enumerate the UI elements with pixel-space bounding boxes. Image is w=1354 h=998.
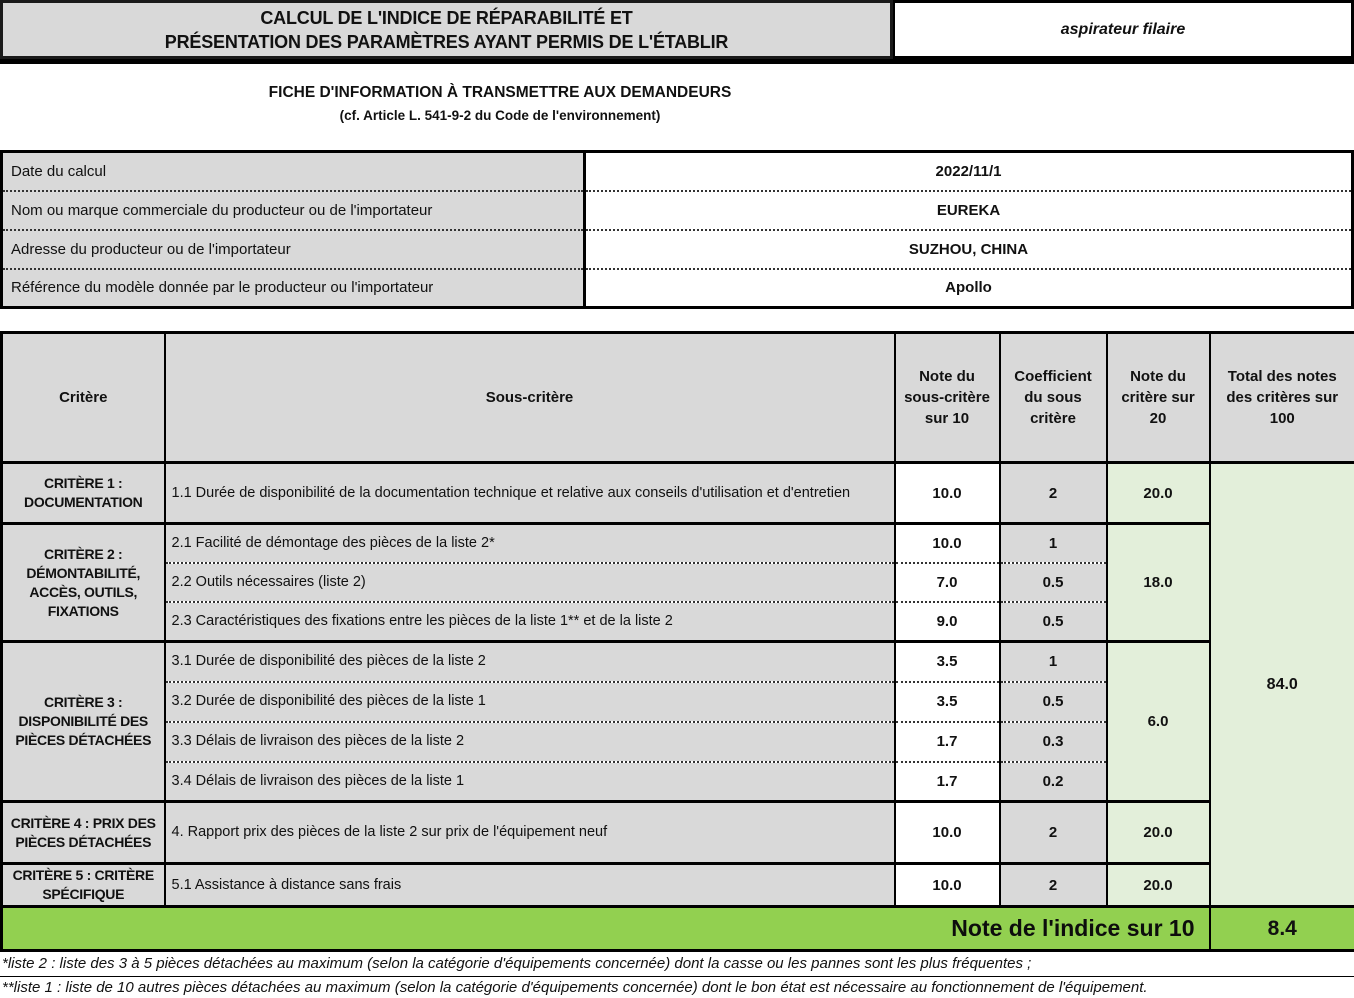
header-coefficient: Coefficient du sous critère xyxy=(1000,333,1107,463)
note-sub-1-1: 10.0 xyxy=(895,463,1000,524)
index-footer-value: 8.4 xyxy=(1210,907,1354,951)
note-sub-3-3: 1.7 xyxy=(895,722,1000,762)
table-row xyxy=(2,463,1354,524)
coef-sub-1-1: 2 xyxy=(1000,463,1107,524)
table-row xyxy=(2,802,1354,864)
title-line-2: PRÉSENTATION DES PARAMÈTRES AYANT PERMIS DE L'ÉTABLIR xyxy=(164,31,729,52)
table-row xyxy=(2,269,1353,308)
coef-sub-3-2: 0.5 xyxy=(1000,682,1107,722)
coef-sub-2-1: 1 xyxy=(1000,524,1107,563)
table-row xyxy=(2,152,1353,191)
coef-sub-2-3: 0.5 xyxy=(1000,602,1107,642)
note-sub-2-2: 7.0 xyxy=(895,563,1000,602)
table-row xyxy=(2,642,1354,682)
index-footer-row xyxy=(2,907,1354,951)
footnote-liste-2: *liste 2 : liste des 3 à 5 pièces détachées au maximum (selon la catégorie d'équipements concernée) dont la casse ou les pannes sont les plus fréquentes ; xyxy=(0,953,1354,977)
coef-sub-4: 2 xyxy=(1000,802,1107,864)
table-row xyxy=(2,864,1354,907)
criterion-4-name: CRITÈRE 4 : PRIX DES PIÈCES DÉTACHÉES xyxy=(2,802,165,864)
header-critere: Critère xyxy=(2,333,165,463)
subtitle-line-1: FICHE D'INFORMATION À TRANSMETTRE AUX DEMANDEURS xyxy=(268,84,732,101)
note-sub-3-1: 3.5 xyxy=(895,642,1000,682)
sub-criterion-3-3: 3.3 Délais de livraison des pièces de la liste 2 xyxy=(165,722,895,762)
table-row xyxy=(2,230,1353,269)
sub-criterion-4: 4. Rapport prix des pièces de la liste 2 sur prix de l'équipement neuf xyxy=(165,802,895,864)
note-sub-2-1: 10.0 xyxy=(895,524,1000,563)
note20-criterion-1: 20.0 xyxy=(1107,463,1210,524)
header-note-critere: Note du critère sur 20 xyxy=(1107,333,1210,463)
note20-criterion-4: 20.0 xyxy=(1107,802,1210,864)
note20-criterion-5: 20.0 xyxy=(1107,864,1210,907)
criterion-2-name: CRITÈRE 2 : DÉMONTABILITÉ, ACCÈS, OUTILS, FIXATIONS xyxy=(2,524,165,642)
criteria-table xyxy=(0,331,1354,952)
coef-sub-3-4: 0.2 xyxy=(1000,762,1107,802)
info-value-brand: EUREKA xyxy=(585,191,1353,230)
info-label-date: Date du calcul xyxy=(2,152,585,191)
criteria-table-header xyxy=(2,333,1354,463)
footnotes xyxy=(0,953,1354,998)
coef-sub-3-3: 0.3 xyxy=(1000,722,1107,762)
info-label-model: Référence du modèle donnée par le producteur ou l'importateur xyxy=(2,269,585,308)
sub-criterion-2-2: 2.2 Outils nécessaires (liste 2) xyxy=(165,563,895,602)
table-row xyxy=(2,524,1354,563)
header-sous-critere: Sous-critère xyxy=(165,333,895,463)
product-category-box xyxy=(893,0,1354,59)
sub-criterion-1-1: 1.1 Durée de disponibilité de la documentation technique et relative aux conseils d'utilisation et d'entretien xyxy=(165,463,895,524)
sub-criterion-3-4: 3.4 Délais de livraison des pièces de la liste 1 xyxy=(165,762,895,802)
producer-info-table xyxy=(0,150,1354,309)
coef-sub-5-1: 2 xyxy=(1000,864,1107,907)
info-label-address: Adresse du producteur ou de l'importateur xyxy=(2,230,585,269)
note-sub-5-1: 10.0 xyxy=(895,864,1000,907)
coef-sub-2-2: 0.5 xyxy=(1000,563,1107,602)
footnote-liste-1: **liste 1 : liste de 10 autres pièces détachées au maximum (selon la catégorie d'équipements concernée) dont le bon état est nécessaire au fonctionnement de l'équipement. xyxy=(0,977,1354,998)
document-subtitle xyxy=(0,84,1000,123)
title-line-1: CALCUL DE L'INDICE DE RÉPARABILITÉ ET xyxy=(260,7,633,28)
total-notes-cell: 84.0 xyxy=(1210,463,1354,907)
document-title xyxy=(0,0,893,59)
note-sub-4: 10.0 xyxy=(895,802,1000,864)
info-value-model: Apollo xyxy=(585,269,1353,308)
table-row xyxy=(2,191,1353,230)
header-total-notes: Total des notes des critères sur 100 xyxy=(1210,333,1354,463)
sub-criterion-3-1: 3.1 Durée de disponibilité des pièces de la liste 2 xyxy=(165,642,895,682)
subtitle-line-2: (cf. Article L. 541-9-2 du Code de l'environnement) xyxy=(339,108,661,123)
info-value-address: SUZHOU, CHINA xyxy=(585,230,1353,269)
criterion-3-name: CRITÈRE 3 : DISPONIBILITÉ DES PIÈCES DÉTACHÉES xyxy=(2,642,165,802)
info-value-date: 2022/11/1 xyxy=(585,152,1353,191)
index-footer-label: Note de l'indice sur 10 xyxy=(2,907,1210,951)
note20-criterion-2: 18.0 xyxy=(1107,524,1210,642)
sub-criterion-2-3: 2.3 Caractéristiques des fixations entre les pièces de la liste 1** et de la liste 2 xyxy=(165,602,895,642)
header-note-sous-critere: Note du sous-critère sur 10 xyxy=(895,333,1000,463)
product-category-label: aspirateur filaire xyxy=(1060,20,1186,38)
criterion-5-name: CRITÈRE 5 : CRITÈRE SPÉCIFIQUE xyxy=(2,864,165,907)
criterion-1-name: CRITÈRE 1 : DOCUMENTATION xyxy=(2,463,165,524)
sub-criterion-2-1: 2.1 Facilité de démontage des pièces de la liste 2* xyxy=(165,524,895,563)
note-sub-2-3: 9.0 xyxy=(895,602,1000,642)
info-label-brand: Nom ou marque commerciale du producteur ou de l'importateur xyxy=(2,191,585,230)
coef-sub-3-1: 1 xyxy=(1000,642,1107,682)
document-header xyxy=(0,0,1354,64)
note-sub-3-2: 3.5 xyxy=(895,682,1000,722)
sub-criterion-5-1: 5.1 Assistance à distance sans frais xyxy=(165,864,895,907)
sub-criterion-3-2: 3.2 Durée de disponibilité des pièces de la liste 1 xyxy=(165,682,895,722)
note20-criterion-3: 6.0 xyxy=(1107,642,1210,802)
note-sub-3-4: 1.7 xyxy=(895,762,1000,802)
